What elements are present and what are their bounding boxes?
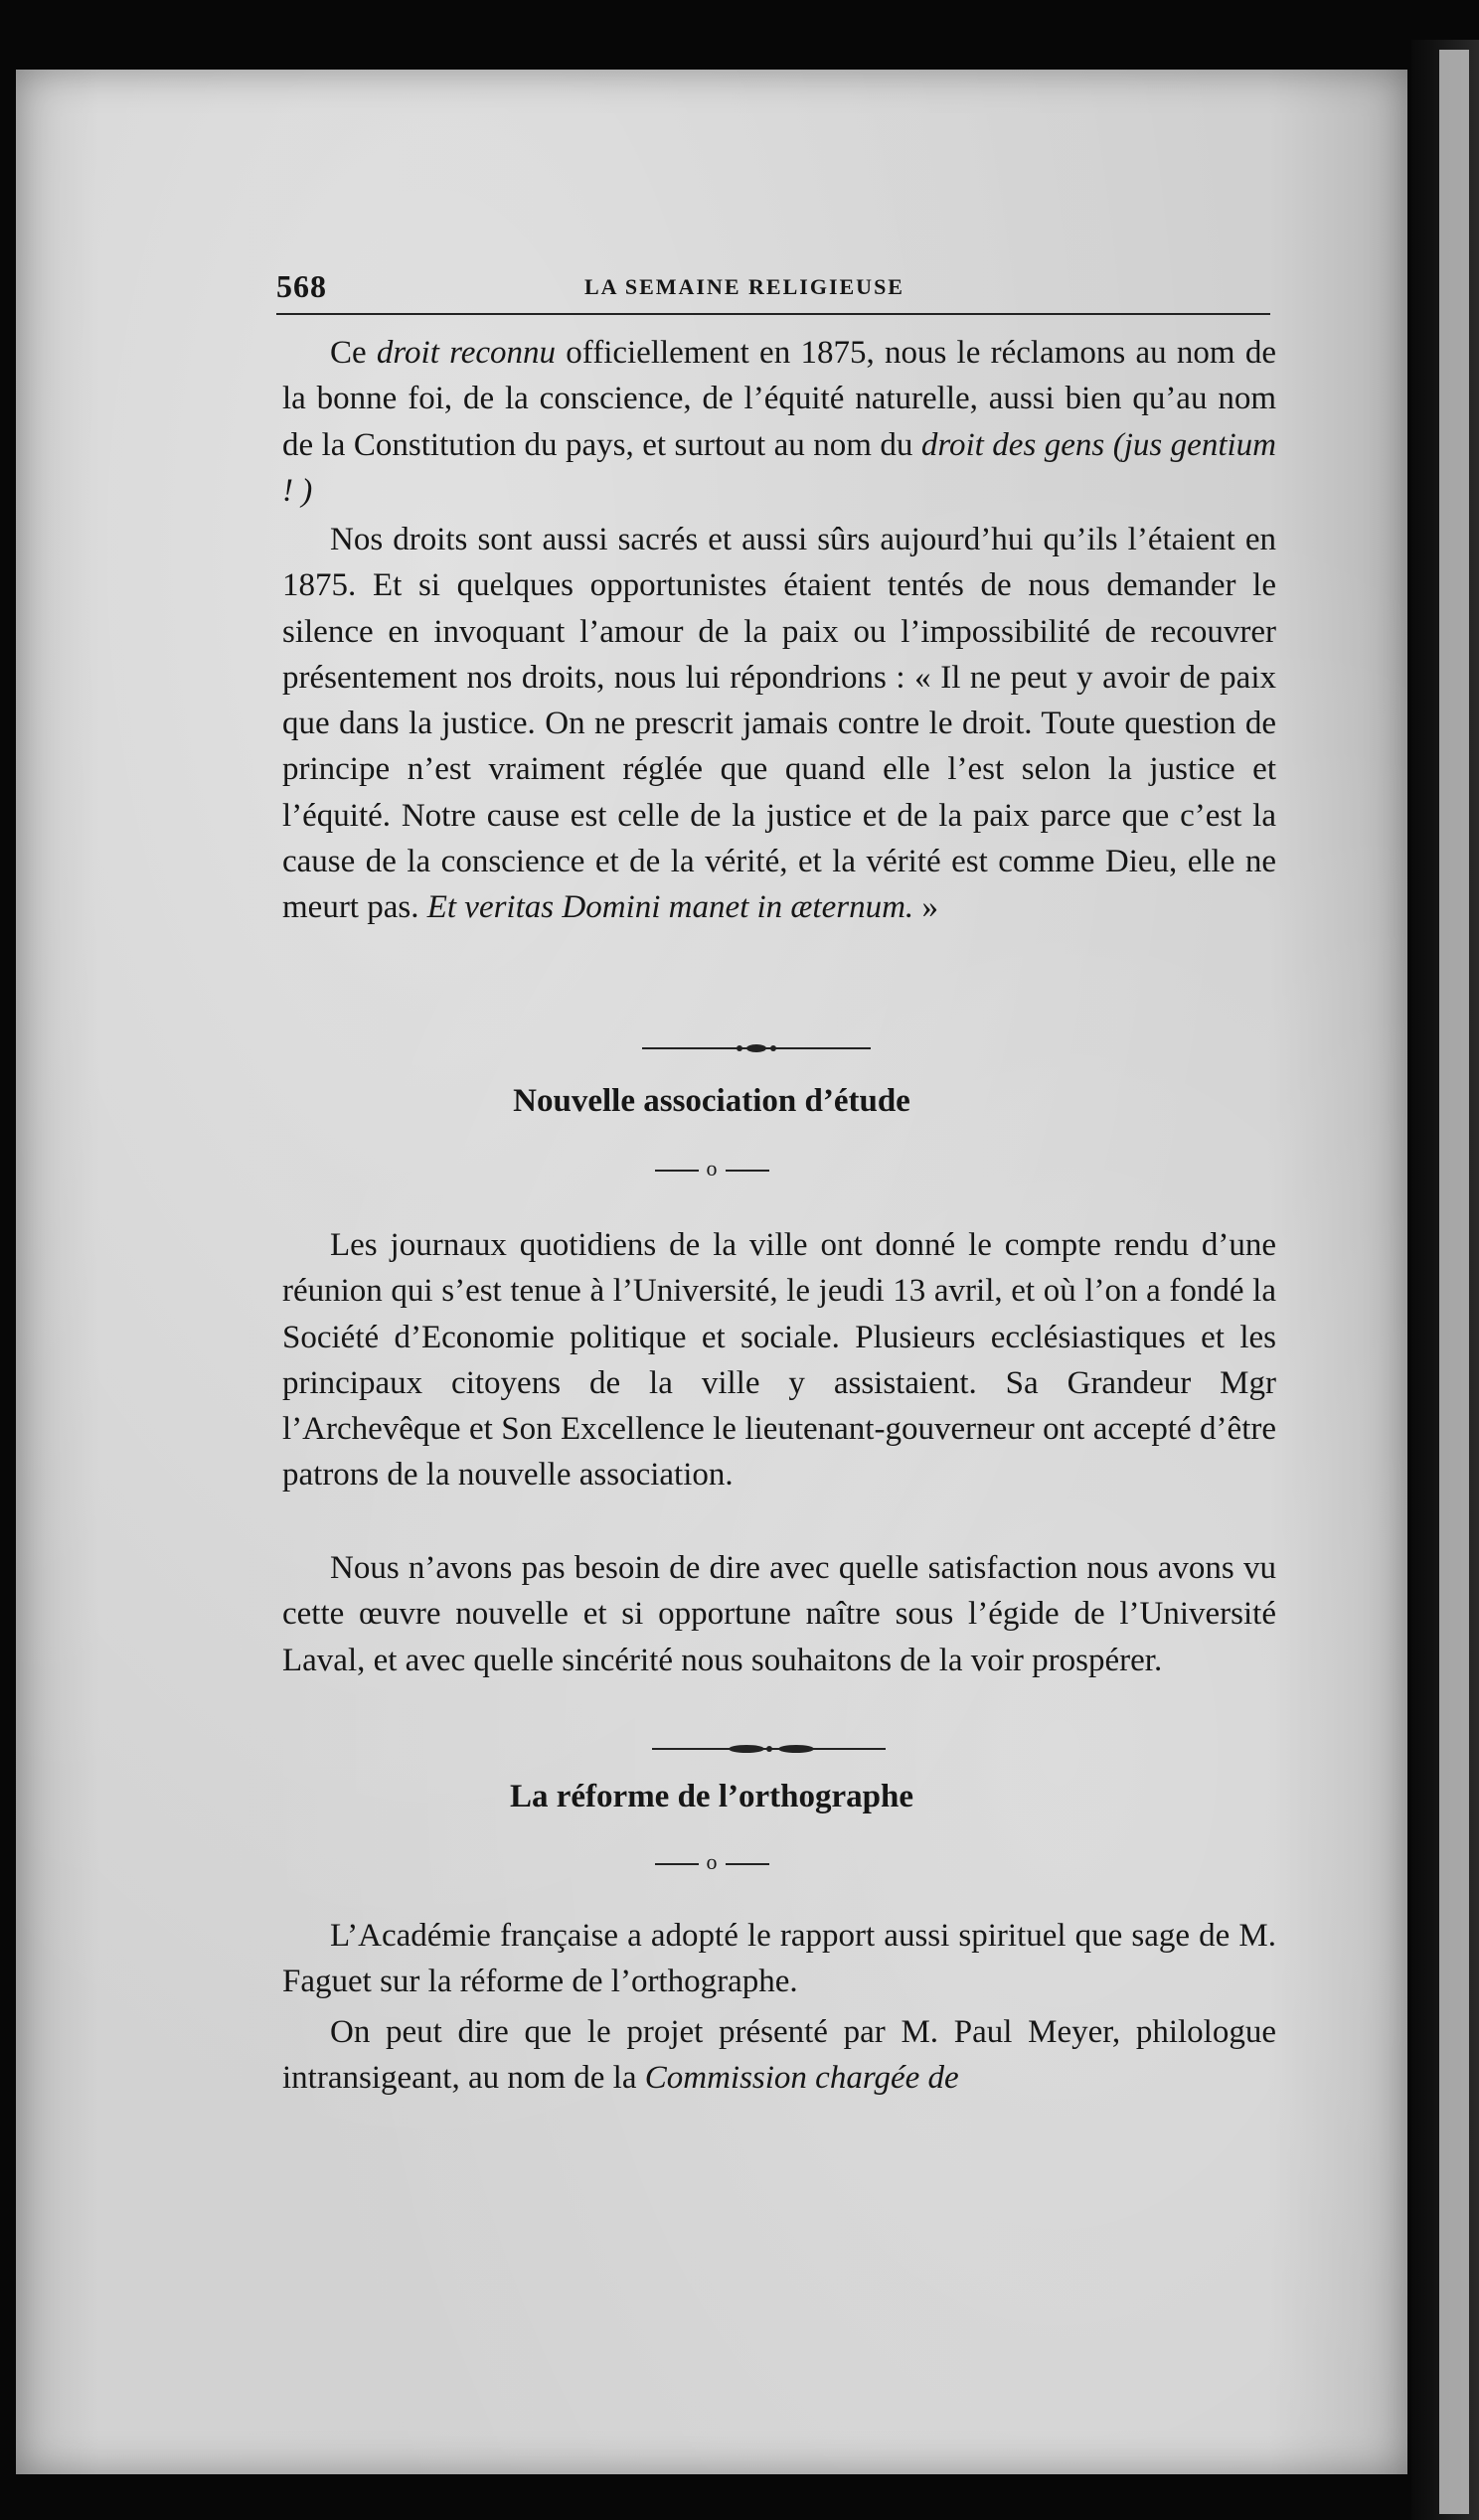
section-rule (16, 1158, 1407, 1180)
running-title: LA SEMAINE RELIGIEUSE (584, 274, 904, 299)
header-rule (276, 313, 1270, 315)
ornament-divider (16, 1739, 1407, 1759)
rule-line (726, 1863, 769, 1865)
section-rule (16, 1851, 1407, 1873)
text-run: Nos droits sont aussi sacrés et aussi sûrs aujourd’hui qu’ils l’étaient en 1875. Et si quelques opportunistes étaient tentés de nous demander le silence en invoquant l’amour de la paix ou l’impossibilité de recouvrer présentement nos droits, nous lui répondrions : « Il ne peut y avoir de paix que dans la justice. On ne prescrit jamais contre le droit. Toute question de principe n’est vraiment réglée que quand elle l’est selon la justice et l’équité. Notre cause est celle de la justice et de la paix parce que c’est la cause de la conscience et de la vérité, et la vérité est comme Dieu, elle ne meurt pas. (282, 522, 1276, 926)
rule-line (655, 1863, 699, 1865)
paragraph-droit-reconnu (282, 330, 1276, 514)
rule-glyph: o (706, 1156, 718, 1181)
paragraph-journaux: Les journaux quotidiens de la ville ont donné le compte rendu d’une réunion qui s’est tenue à l’Université, le jeudi 13 avril, et où l’on a fondé la Société d’Economie politique et sociale. Plusieurs ecclésiastiques et les principaux citoyens de la ville y assistaient. Sa Grandeur Mgr l’Archevêque et Son Excellence le lieutenant-gouverneur ont accepté d’être patrons de la nouvelle association. (282, 1227, 1276, 1494)
rule-line (726, 1170, 769, 1172)
italic-run: Commission chargée de (644, 2060, 959, 2097)
text-run: » (913, 889, 938, 926)
text-run: On peut dire que le projet présenté par M. Paul Meyer, philologue intransigeant, au nom de la (282, 2014, 1276, 2097)
section-title-association: Nouvelle association d’étude (513, 1083, 910, 1119)
ornament-divider (16, 1038, 1407, 1058)
rule-line (655, 1170, 699, 1172)
paragraph-nos-droits (282, 517, 1276, 931)
page-number: 568 (276, 268, 327, 304)
paragraph-nous-navons: Nous n’avons pas besoin de dire avec quelle satisfaction nous avons vu cette œuvre nouvelle et si opportune naître sous l’égide de l’Université Laval, et avec quelle sincérité nous souhaitons de la voir prospérer. (282, 1550, 1276, 1678)
text-run: Ce (330, 335, 377, 371)
italic-run: Et veritas Domini manet in æternum. (426, 889, 914, 926)
text-run: officiellement en 1875, nous le réclamons au nom de la bonne foi, de la conscience, de l’équité naturelle, aussi bien qu’au nom de la Constitution du pays, et surtout au nom du (282, 335, 1276, 463)
paragraph-academie: L’Académie française a adopté le rapport aussi spirituel que sage de M. Faguet sur la réforme de l’orthographe. (282, 1918, 1276, 2000)
paragraph-paul-meyer (282, 2009, 1276, 2102)
italic-run: droit des gens (jus gentium ! ) (282, 426, 1276, 509)
italic-run: droit reconnu (376, 335, 557, 371)
section-title-reforme: La réforme de l’orthographe (510, 1779, 913, 1814)
adjacent-page-edge (1439, 50, 1469, 2514)
document-page (16, 70, 1407, 2474)
running-head (276, 268, 1260, 308)
rule-glyph: o (706, 1849, 718, 1874)
